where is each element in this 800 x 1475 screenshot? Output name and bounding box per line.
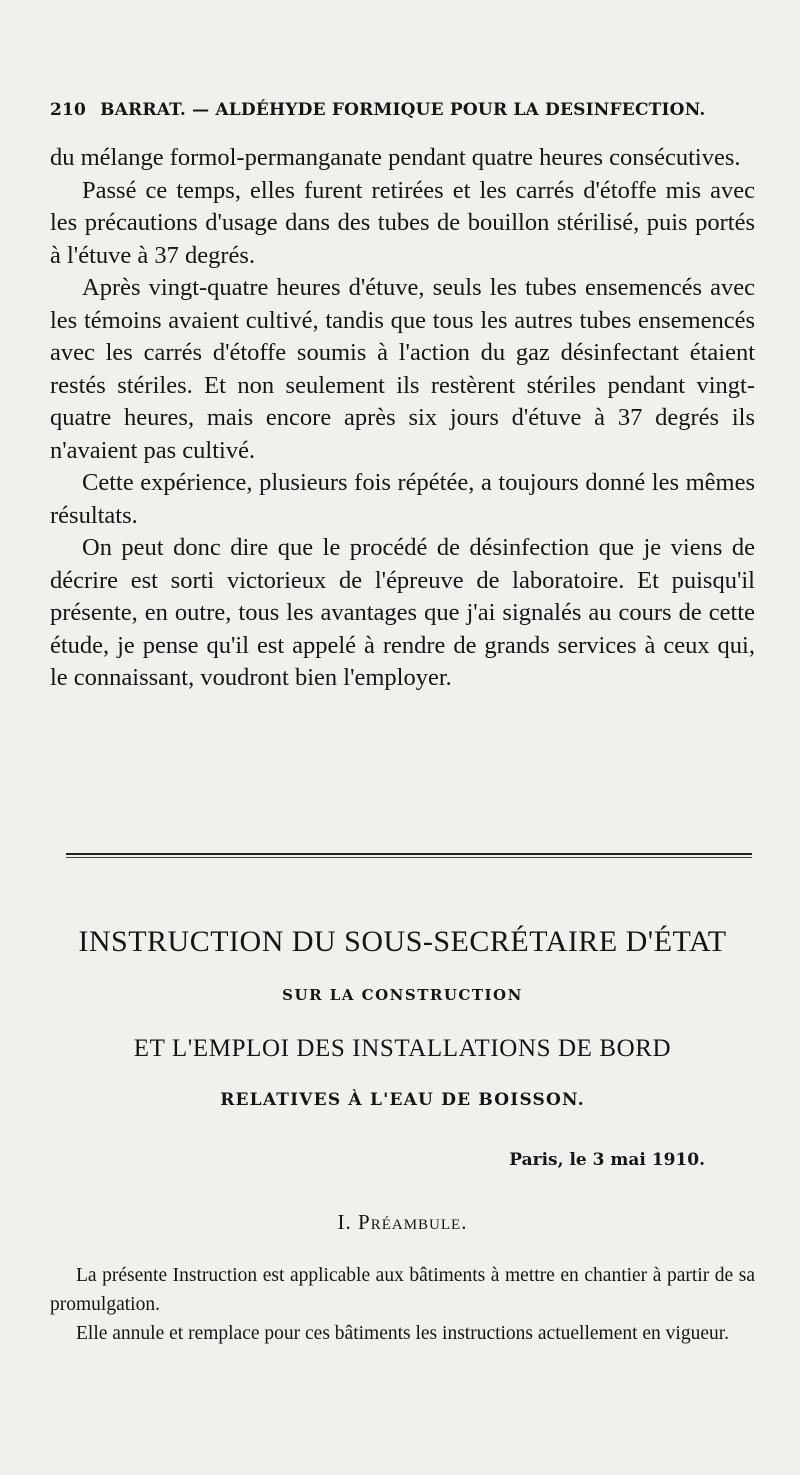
body-paragraph-3: Après vingt-quatre heures d'étuve, seuls les tubes ensemencés avec les témoins avaient cultivé, tandis que tous les autres tubes ensemencés avec les carrés d'étoffe soumis à l'action du gaz désinfectant étaient restés stériles. Et non seulement ils restèrent stériles pendant vingt-quatre heures, mais encore après six jours d'étuve à 37 degrés ils n'avaient pas cultivé. (50, 274, 755, 464)
instruction-subtitle-3: RELATIVES À L'EAU DE BOISSON. (220, 1090, 585, 1110)
body-paragraph-4: Cette expérience, plusieurs fois répétée, a toujours donné les mêmes résultats. (50, 469, 755, 529)
instruction-subtitle-1: SUR LA CONSTRUCTION (282, 986, 523, 1004)
article-body (50, 142, 755, 695)
instruction-body (50, 1261, 755, 1348)
instruction-paragraph-2: Elle annule et remplace pour ces bâtiments les instructions actuellement en vigueur. (76, 1323, 730, 1344)
instruction-subtitle-2: ET L'EMPLOI DES INSTALLATIONS DE BORD (133, 1035, 672, 1062)
section-divider (66, 853, 752, 858)
instruction-title: INSTRUCTION DU SOUS-SECRÉTAIRE D'ÉTAT (78, 925, 727, 958)
section-heading: I. Préambule. (337, 1210, 468, 1234)
body-paragraph-1: du mélange formol-permanganate pendant quatre heures consécutives. (50, 144, 741, 171)
body-paragraph-5: On peut donc dire que le procédé de désinfection que je viens de décrire est sorti victorieux de l'épreuve de laboratoire. Et puisqu'il présente, en outre, tous les avantages que j'ai signalés au cours de cette étude, je pense qu'il est appelé à rendre de grands services à ceux qui, le connaissant, voudront bien l'employer. (50, 534, 755, 691)
running-header (50, 100, 755, 120)
instruction-date: Paris, le 3 mai 1910. (509, 1150, 705, 1170)
page-number: 210 (50, 100, 87, 120)
body-paragraph-2: Passé ce temps, elles furent retirées et les carrés d'étoffe mis avec les précautions d'usage dans des tubes de bouillon stérilisé, puis portés à l'étuve à 37 degrés. (50, 176, 755, 269)
instruction-paragraph-1: La présente Instruction est applicable aux bâtiments à mettre en chantier à partir de sa promulgation. (50, 1265, 755, 1315)
running-title: BARRAT. — ALDÉHYDE FORMIQUE POUR LA DESINFECTION. (100, 100, 706, 120)
